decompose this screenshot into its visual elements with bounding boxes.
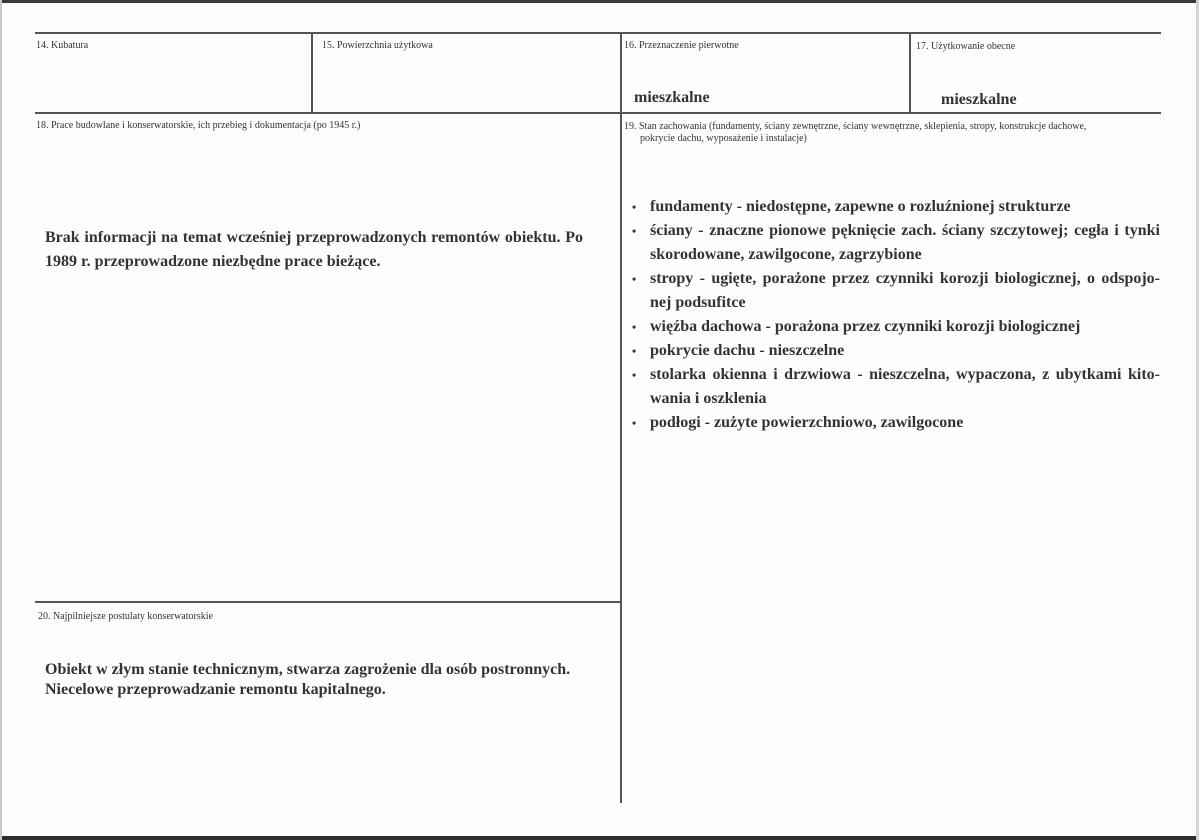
field-16-label: 16. Przeznaczenie pierwotne <box>624 40 739 51</box>
field-14-label: 14. Kubatura <box>36 40 89 51</box>
field-19-label-line1: 19. Stan zachowania (fundamenty, ściany zewnętrzne, ściany wewnętrzne, sklepienia, stropy, konstrukcje dachowe, <box>624 121 1087 132</box>
field-17-value: mieszkalne <box>941 91 1017 108</box>
divider-16-17 <box>909 33 911 113</box>
field-20-line1: Obiekt w złym stanie technicznym, stwarza zagrożenie dla osób postronnych. <box>45 661 571 678</box>
condition-list <box>630 195 1160 435</box>
condition-item-foundations: • fundamenty - niedostępne, zapewne o rozluźnionej strukturze <box>650 195 1160 219</box>
condition-item-roof-truss: • więźba dachowa - porażona przez czynniki korozji biologicznej <box>650 315 1160 339</box>
bullet-icon: • <box>632 272 637 286</box>
field-20-line2: Niecelowe przeprowadzanie remontu kapitalnego. <box>45 681 386 698</box>
scan-edge-top <box>0 0 1199 3</box>
condition-item-roof-covering: • pokrycie dachu - nieszczelne <box>650 339 1160 363</box>
bullet-icon: • <box>632 200 637 214</box>
field-18-label: 18. Prace budowlane i konserwatorskie, ich przebieg i dokumentacja (po 1945 r.) <box>36 120 361 131</box>
bullet-icon: • <box>632 224 637 238</box>
condition-item-ceilings: • stropy - ugięte, porażone przez czynniki korozji biologicznej, o odspojo-nej podsufitce <box>650 267 1160 315</box>
condition-item-floors: • podłogi - zużyte powierzchniowo, zawilgocone <box>650 411 1160 435</box>
rule-top <box>35 32 1161 34</box>
condition-item-joinery: • stolarka okienna i drzwiowa - nieszczelna, wypaczona, z ubytkami kito-wania i oszklenia <box>650 363 1160 411</box>
condition-item-walls: • ściany - znaczne pionowe pęknięcie zach. ściany szczytowej; cegła i tynki skorodowane, zawilgocone, zagrzybione <box>650 219 1160 267</box>
divider-15-16 <box>620 33 622 113</box>
divider-18-19 <box>620 113 622 803</box>
field-16-value: mieszkalne <box>634 89 710 106</box>
rule-section-20 <box>35 601 621 603</box>
field-19-label-line2: pokrycie dachu, wyposażenie i instalacje) <box>640 133 807 144</box>
bullet-icon: • <box>632 368 637 382</box>
bullet-icon: • <box>632 416 637 430</box>
divider-14-15 <box>311 33 313 113</box>
scan-edge-bottom <box>0 836 1199 840</box>
bullet-icon: • <box>632 320 637 334</box>
field-17-label: 17. Użytkowanie obecne <box>916 41 1016 52</box>
field-18-text: Brak informacji na temat wcześniej przeprowadzonych remontów obiektu. Po 1989 r. przeprowadzone niezbędne prace bieżące. <box>45 229 583 270</box>
field-15-label: 15. Powierzchnia użytkowa <box>322 40 433 51</box>
field-20-label: 20. Najpilniejsze postulaty konserwatorskie <box>38 611 213 622</box>
bullet-icon: • <box>632 344 637 358</box>
scan-edge-left <box>0 0 2 840</box>
rule-middle <box>35 112 1161 114</box>
